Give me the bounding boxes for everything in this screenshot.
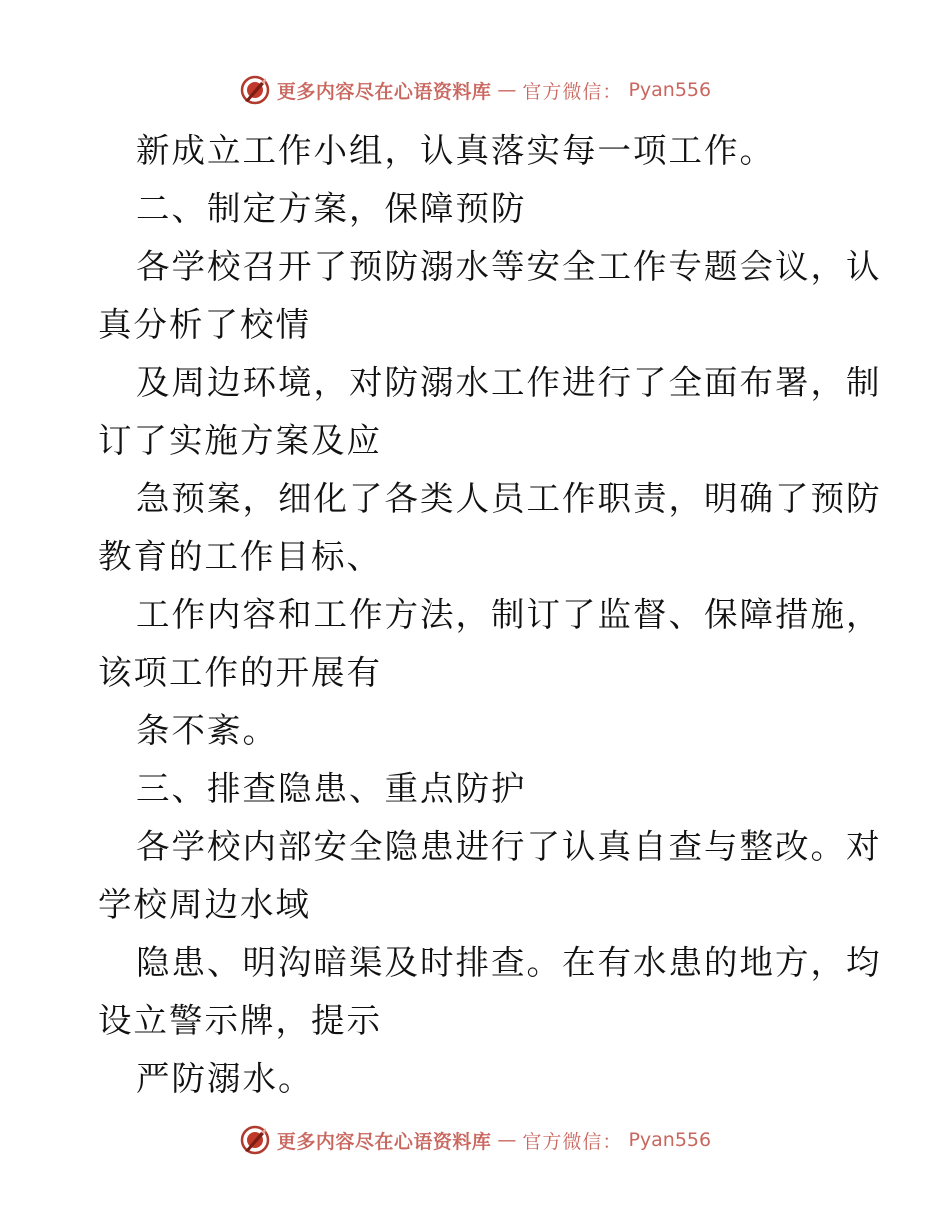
quill-seal-icon [239,1124,271,1156]
text-line: 真分析了校情 [98,305,311,344]
text-line: 订了实施方案及应 [98,421,382,460]
watermark-official-label: 官方微信： [522,1130,623,1153]
quill-seal-icon [239,74,271,106]
text-line: 隐患、明沟暗渠及时排查。在有水患的地方，均 [136,943,882,982]
footer-watermark [0,1124,950,1156]
text-line: 该项工作的开展有 [98,653,382,692]
text-line: 及周边环境，对防溺水工作进行了全面布署，制 [136,363,882,402]
text-line: 新成立工作小组，认真落实每一项工作。 [136,131,775,170]
watermark-dash: — [497,1129,517,1151]
text-line: 学校周边水域 [98,885,311,924]
watermark-brand: 更多内容尽在心语资料库 [276,1130,492,1153]
text-line: 各学校内部安全隐患进行了认真自查与整改。对 [136,827,882,866]
section-heading: 二、制定方案，保障预防 [136,189,527,228]
watermark-wechat-id: Pyan556 [628,79,712,101]
watermark-official-label: 官方微信： [522,80,623,103]
section-heading: 三、排查隐患、重点防护 [136,769,527,808]
text-line: 设立警示牌，提示 [98,1001,382,1040]
watermark-wechat-id: Pyan556 [628,1129,712,1151]
text-line: 严防溺水。 [136,1059,314,1098]
header-watermark [0,74,950,106]
text-line: 急预案，细化了各类人员工作职责，明确了预防 [136,479,882,518]
text-line: 工作内容和工作方法，制订了监督、保障措施， [136,595,882,634]
watermark-brand: 更多内容尽在心语资料库 [276,80,492,103]
text-line: 教育的工作目标、 [98,537,382,576]
text-line: 条不紊。 [136,711,278,750]
text-line: 各学校召开了预防溺水等安全工作专题会议，认 [136,247,882,286]
watermark-dash: — [497,79,517,101]
document-body [98,122,882,1108]
